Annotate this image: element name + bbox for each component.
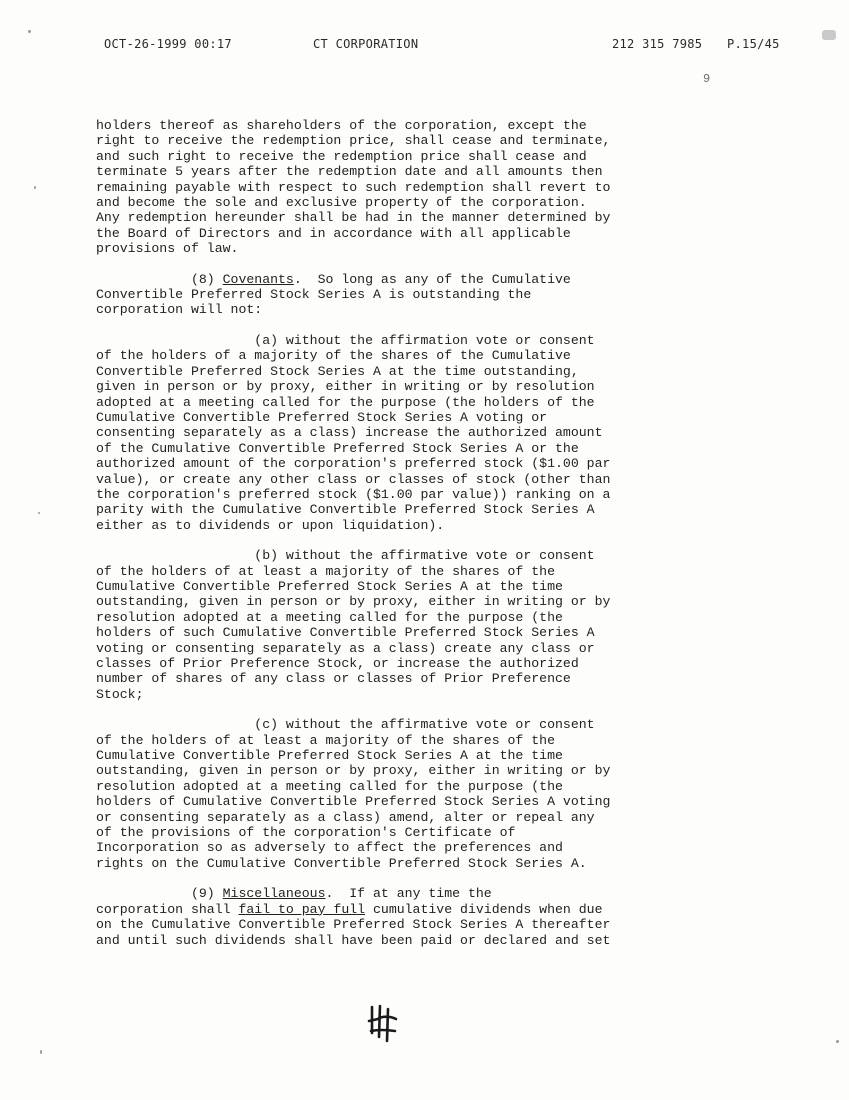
section-heading: Covenants xyxy=(222,271,294,287)
signature-initials xyxy=(366,1003,400,1043)
scan-speck xyxy=(836,1040,839,1043)
text-line: Convertible Preferred Stock Series A is outstanding the xyxy=(96,287,532,303)
paragraph xyxy=(96,272,736,318)
text-line: (a) without the affirmation vote or consent xyxy=(96,332,595,348)
text-run: . If at any time the xyxy=(325,886,492,902)
text-line: of the holders of at least a majority of the shares of the xyxy=(96,563,555,579)
fax-header xyxy=(0,37,849,57)
scan-speck xyxy=(28,30,31,33)
text-line: adopted at a meeting called for the purpose (the holders of the xyxy=(96,394,595,410)
text-line: corporation shall fail to pay full cumulative dividends when due xyxy=(96,901,603,917)
text-line: Cumulative Convertible Preferred Stock Series A at the time xyxy=(96,578,563,594)
paragraph-gap xyxy=(96,257,736,272)
section-number: (8) xyxy=(96,271,223,287)
page-mark: 9 xyxy=(703,72,711,86)
text-line: on the Cumulative Convertible Preferred Stock Series A thereafter xyxy=(96,917,611,933)
text-line: outstanding, given in person or by proxy, either in writing or by xyxy=(96,763,611,779)
text-line: corporation will not: xyxy=(96,302,263,318)
fax-company: CT CORPORATION xyxy=(313,37,419,51)
text-line: holders thereof as shareholders of the corporation, except the xyxy=(96,118,587,133)
text-line: outstanding, given in person or by proxy, either in writing or by xyxy=(96,594,611,610)
text-line: voting or consenting separately as a class) create any class or xyxy=(96,640,595,656)
text-line: and become the sole and exclusive property of the corporation. xyxy=(96,195,587,211)
text-line: of the provisions of the corporation's Certificate of xyxy=(96,825,516,841)
text-line: classes of Prior Preference Stock, or increase the authorized xyxy=(96,656,579,671)
paragraph-gap xyxy=(96,533,736,548)
text-line: authorized amount of the corporation's preferred stock ($1.00 par xyxy=(96,456,611,472)
text-line: provisions of law. xyxy=(96,241,239,257)
text-line: given in person or by proxy, either in writing or by resolution xyxy=(96,379,595,395)
text-line: Incorporation so as adversely to affect the preferences and xyxy=(96,840,563,856)
paragraph xyxy=(96,548,736,702)
section-number: (9) xyxy=(96,886,223,902)
document-body xyxy=(96,118,736,948)
text-line: Cumulative Convertible Preferred Stock Series A at the time xyxy=(96,748,563,764)
text-line: holders of Cumulative Convertible Preferred Stock Series A voting xyxy=(96,794,611,810)
paragraph xyxy=(96,886,736,948)
text-run: . So long as any of the Cumulative xyxy=(293,271,571,287)
paragraph-gap xyxy=(96,871,736,886)
scan-speck xyxy=(822,30,836,40)
text-line: Any redemption hereunder shall be had in the manner determined by xyxy=(96,210,611,226)
text-line: consenting separately as a class) increase the authorized amount xyxy=(96,425,603,441)
text-line: or consenting separately as a class) amend, alter or repeal any xyxy=(96,809,595,825)
text-line: of the holders of at least a majority of the shares of the xyxy=(96,732,555,748)
text-line: the Board of Directors and in accordance with all applicable xyxy=(96,225,571,241)
paragraph-gap xyxy=(96,702,736,717)
text-line: Cumulative Convertible Preferred Stock Series A voting or xyxy=(96,409,548,425)
text-line: rights on the Cumulative Convertible Preferred Stock Series A. xyxy=(96,855,587,871)
paragraph xyxy=(96,717,736,871)
text-line: parity with the Cumulative Convertible Preferred Stock Series A xyxy=(96,502,595,518)
fax-page-number: P.15/45 xyxy=(727,37,780,51)
text-line: resolution adopted at a meeting called for the purpose (the xyxy=(96,609,563,625)
text-line: and until such dividends shall have been paid or declared and set xyxy=(96,932,611,948)
text-line: resolution adopted at a meeting called for the purpose (the xyxy=(96,778,563,794)
text-line: Stock; xyxy=(96,686,144,702)
text-line: value), or create any other class or classes of stock (other than xyxy=(96,471,611,487)
text-line: either as to dividends or upon liquidation). xyxy=(96,517,445,533)
paragraph-gap xyxy=(96,318,736,333)
text-line xyxy=(96,272,736,287)
text-line: of the holders of a majority of the shares of the Cumulative xyxy=(96,348,571,364)
text-line: remaining payable with respect to such redemption shall revert to xyxy=(96,179,611,195)
text-line: and such right to receive the redemption price shall cease and xyxy=(96,148,587,164)
text-line xyxy=(96,886,736,901)
fax-phone: 212 315 7985 xyxy=(612,37,703,51)
text-line: right to receive the redemption price, shall cease and terminate, xyxy=(96,133,611,149)
text-line: (c) without the affirmative vote or consent xyxy=(96,717,595,733)
text-line: Convertible Preferred Stock Series A at the time outstanding, xyxy=(96,363,579,379)
text-line: (b) without the affirmative vote or consent xyxy=(96,548,595,564)
scan-speck xyxy=(40,1050,42,1054)
section-heading: Miscellaneous xyxy=(222,886,326,902)
fax-date-time: OCT-26-1999 00:17 xyxy=(104,37,232,51)
underlined-phrase: fail to pay full xyxy=(238,901,366,917)
text-line: terminate 5 years after the redemption date and all amounts then xyxy=(96,164,603,180)
scan-speck xyxy=(34,186,36,189)
text-line: of the Cumulative Convertible Preferred Stock Series A or the xyxy=(96,440,579,456)
paragraph xyxy=(96,118,736,257)
text-line: holders of such Cumulative Convertible Preferred Stock Series A xyxy=(96,625,595,641)
text-line: the corporation's preferred stock ($1.00 par value)) ranking on a xyxy=(96,486,611,502)
text-line: number of shares of any class or classes of Prior Preference xyxy=(96,671,571,687)
scan-speck xyxy=(38,512,40,514)
paragraph xyxy=(96,333,736,533)
